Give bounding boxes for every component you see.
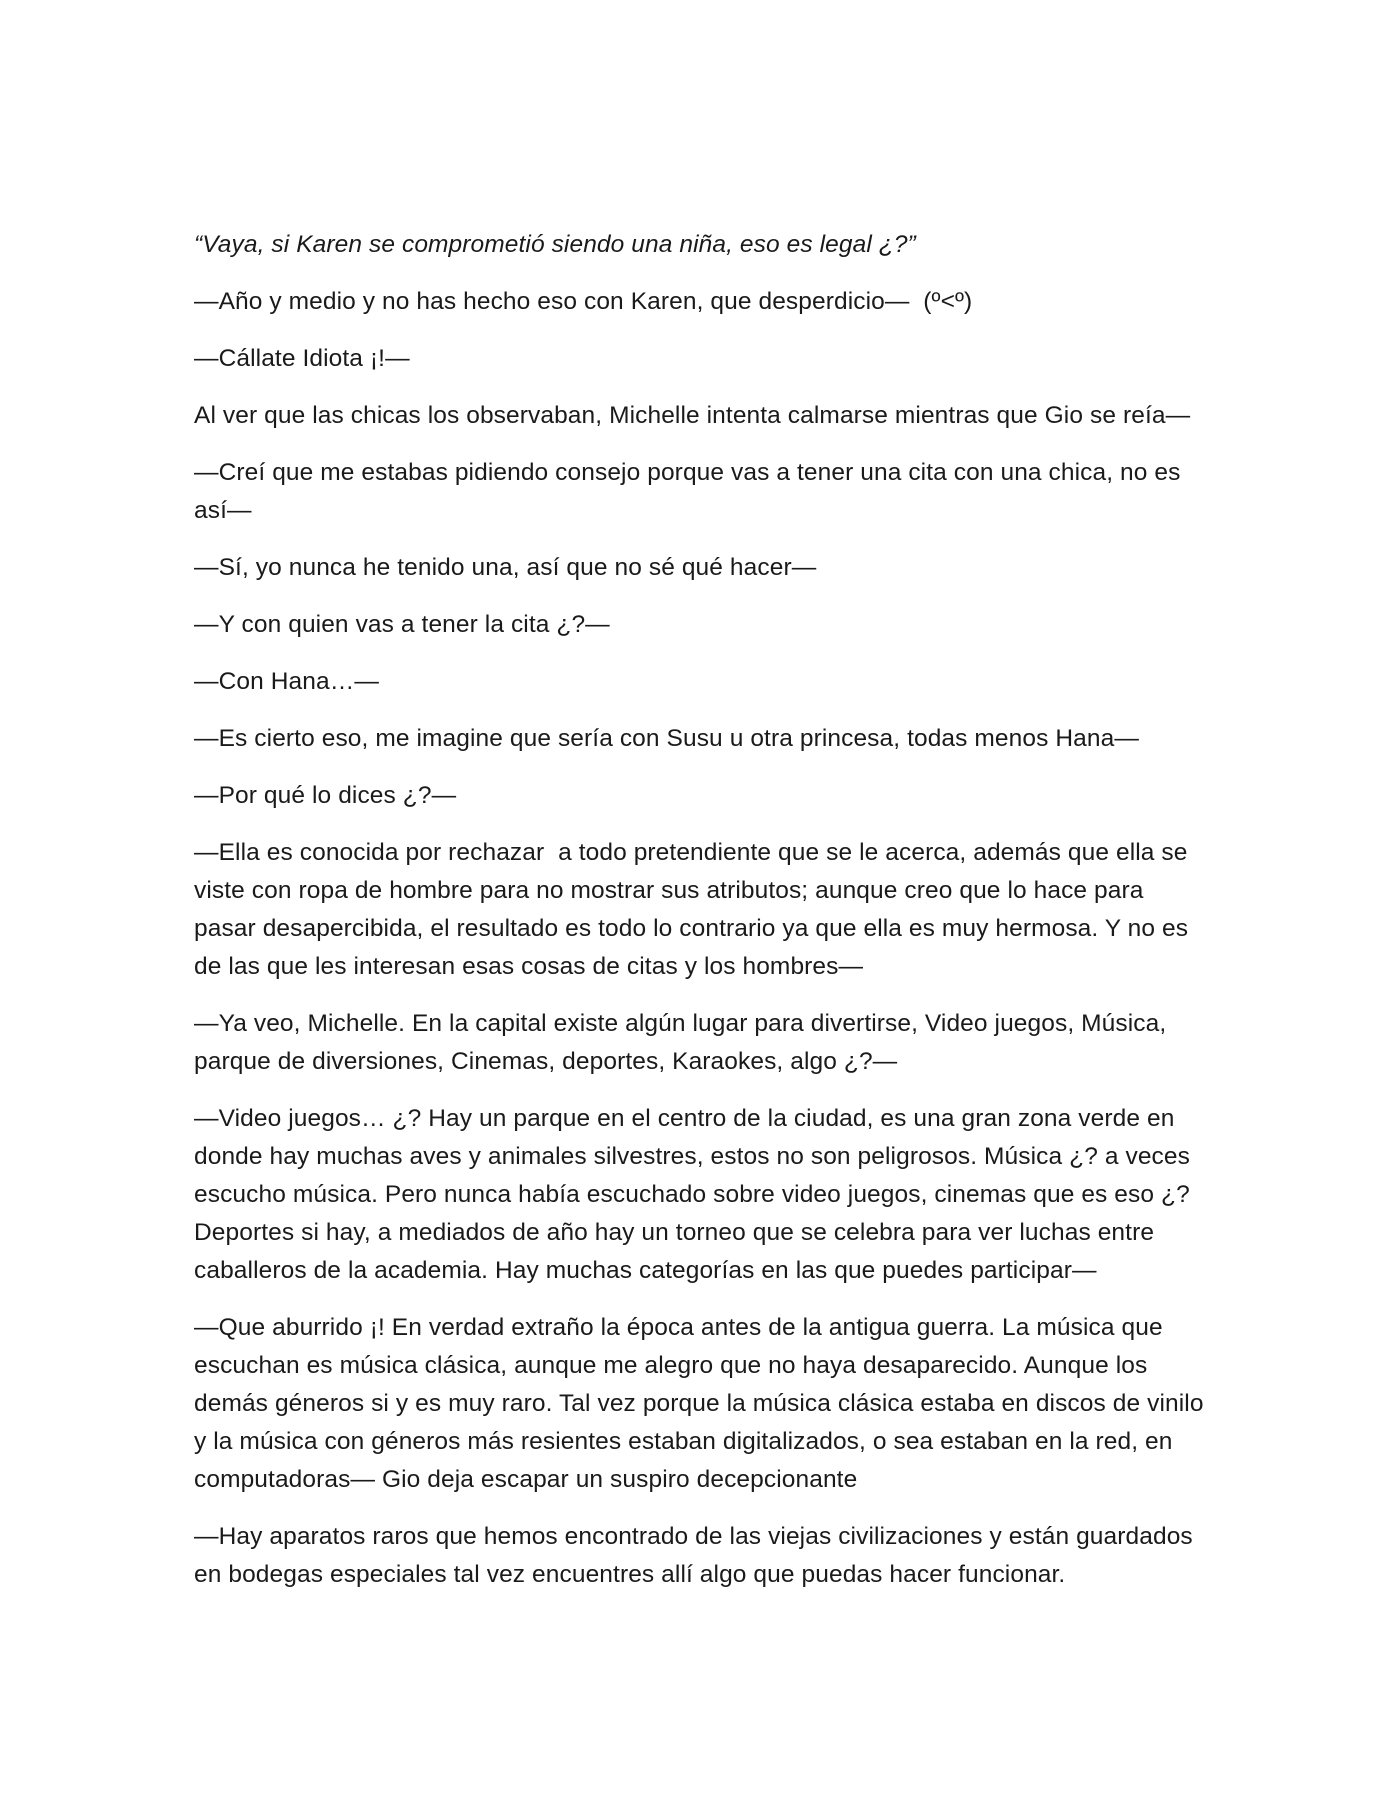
- paragraph-dialogue: —Por qué lo dices ¿?—: [194, 782, 457, 809]
- paragraph-dialogue: —Que aburrido ¡! En verdad extraño la época antes de la antigua guerra. La música que escuchan es música clásica, aunque me alegro que no haya desaparecido. Aunque los demás géneros si y es muy raro. Tal vez porque la música clásica estaba en discos de vinilo y la música con géneros más resientes estaban digitalizados, o sea estaban en la red, en computadoras— Gio deja escapar un suspiro decepcionante: [194, 1314, 1204, 1493]
- paragraph-dialogue: —Año y medio y no has hecho eso con Karen, que desperdicio— (º<º): [194, 288, 973, 315]
- paragraph-dialogue: —Video juegos… ¿? Hay un parque en el centro de la ciudad, es una gran zona verde en donde hay muchas aves y animales silvestres, estos no son peligrosos. Música ¿? a veces escucho música. Pero nunca había escuchado sobre video juegos, cinemas que es eso ¿? Deportes si hay, a mediados de año hay un torneo que se celebra para ver luchas entre caballeros de la academia. Hay muchas categorías en las que puedes participar—: [194, 1105, 1190, 1284]
- paragraph-dialogue: —Es cierto eso, me imagine que sería con Susu u otra princesa, todas menos Hana—: [194, 725, 1139, 752]
- paragraph-dialogue: —Cállate Idiota ¡!—: [194, 345, 410, 372]
- paragraph-thought: “Vaya, si Karen se comprometió siendo una niña, eso es legal ¿?”: [194, 231, 916, 258]
- paragraph-narration: Al ver que las chicas los observaban, Michelle intenta calmarse mientras que Gio se reía—: [194, 402, 1191, 429]
- paragraph-dialogue: —Ella es conocida por rechazar a todo pretendiente que se le acerca, además que ella se viste con ropa de hombre para no mostrar sus atributos; aunque creo que lo hace para pasar desapercibida, el resultado es todo lo contrario ya que ella es muy hermosa. Y no es de las que les interesan esas cosas de citas y los hombres—: [194, 839, 1189, 980]
- paragraph-dialogue: —Ya veo, Michelle. En la capital existe algún lugar para divertirse, Video juegos, Música, parque de diversiones, Cinemas, deportes, Karaokes, algo ¿?—: [194, 1010, 1167, 1075]
- paragraph-dialogue: —Sí, yo nunca he tenido una, así que no sé qué hacer—: [194, 554, 817, 581]
- paragraph-dialogue: —Con Hana…—: [194, 668, 379, 695]
- paragraph-dialogue: —Hay aparatos raros que hemos encontrado de las viejas civilizaciones y están guardados en bodegas especiales tal vez encuentres allí algo que puedas hacer funcionar.: [194, 1523, 1193, 1588]
- paragraph-dialogue: —Creí que me estabas pidiendo consejo porque vas a tener una cita con una chica, no es así—: [194, 459, 1181, 524]
- paragraph-dialogue: —Y con quien vas a tener la cita ¿?—: [194, 611, 610, 638]
- document-page: [194, 226, 1210, 1613]
